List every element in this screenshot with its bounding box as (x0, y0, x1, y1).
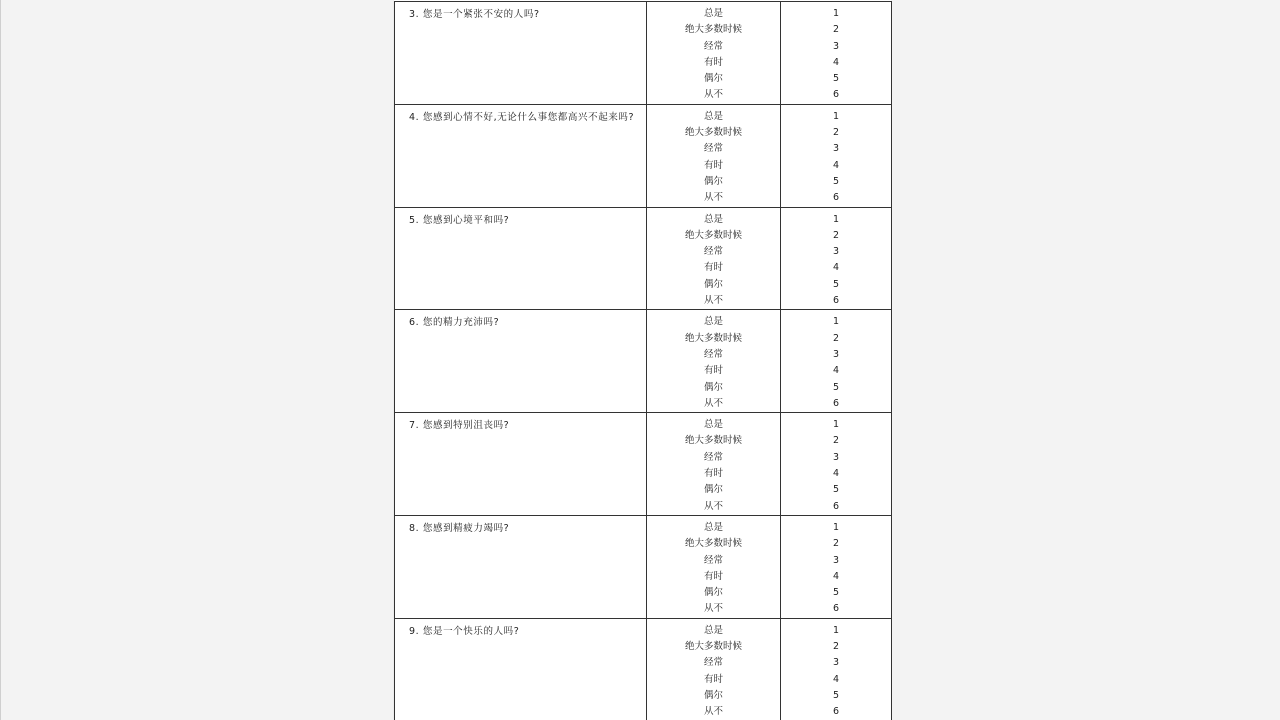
answer-code: 2 (832, 640, 840, 652)
answer-code: 3 (832, 246, 840, 258)
answer-option-label: 从不 (703, 603, 723, 615)
answer-option-label: 绝大多数时候 (684, 640, 742, 652)
answer-option-label: 偶尔 (703, 484, 723, 496)
answer-option-label: 从不 (703, 192, 723, 204)
answer-code: 6 (832, 295, 840, 307)
answer-codes-cell (781, 618, 892, 720)
answer-code-list (781, 516, 891, 618)
answer-code: 6 (832, 89, 840, 101)
answer-option-list (647, 208, 780, 310)
answer-code: 1 (832, 8, 840, 19)
answer-code: 5 (832, 175, 840, 187)
answer-option-label: 有时 (703, 56, 723, 68)
document-page (394, 0, 891, 720)
answer-code: 5 (832, 689, 840, 701)
question-text: 3. 您是一个紧张不安的人吗? (409, 9, 540, 20)
answer-option-label: 偶尔 (703, 73, 723, 85)
survey-table-body (395, 2, 892, 720)
answer-option-label: 经常 (703, 143, 723, 155)
answer-code-list (781, 208, 891, 310)
answer-code: 3 (832, 40, 840, 52)
answer-option-label: 总是 (703, 316, 723, 328)
answer-code: 6 (832, 706, 840, 718)
answer-option-label: 经常 (703, 451, 723, 463)
answer-option-list (647, 105, 780, 207)
answer-code: 4 (832, 56, 840, 68)
question-cell (395, 207, 647, 310)
answer-option-label: 有时 (703, 365, 723, 377)
question-row (395, 2, 892, 105)
answer-option-label: 总是 (703, 110, 723, 122)
answer-option-label: 偶尔 (703, 381, 723, 393)
answer-option-label: 从不 (703, 89, 723, 101)
question-text: 6. 您的精力充沛吗? (409, 317, 500, 329)
answer-code: 1 (832, 213, 840, 225)
answer-codes-cell (781, 310, 892, 413)
answer-option-list (647, 413, 780, 515)
answer-code: 5 (832, 587, 840, 599)
answer-code: 2 (832, 435, 840, 447)
answer-code: 4 (832, 365, 840, 377)
answer-codes-cell (781, 207, 892, 310)
answer-code: 4 (832, 468, 840, 480)
answer-code: 6 (832, 397, 840, 409)
answer-option-label: 绝大多数时候 (684, 538, 742, 550)
survey-table (394, 1, 892, 720)
question-cell (395, 2, 647, 105)
answer-option-label: 有时 (703, 570, 723, 582)
answer-option-label: 绝大多数时候 (684, 127, 742, 139)
answer-code: 4 (832, 159, 840, 171)
answer-option-label: 有时 (703, 159, 723, 171)
answer-option-label: 偶尔 (703, 278, 723, 290)
question-row (395, 104, 892, 207)
answer-options-cell (647, 207, 781, 310)
answer-option-list (647, 619, 780, 720)
answer-code: 1 (832, 316, 840, 328)
answer-code: 3 (832, 348, 840, 360)
answer-option-label: 从不 (703, 706, 723, 718)
answer-code: 2 (832, 332, 840, 344)
question-text: 9. 您是一个快乐的人吗? (409, 625, 520, 637)
answer-code: 2 (832, 538, 840, 550)
question-text: 4. 您感到心情不好,无论什么事您都高兴不起来吗? (409, 111, 635, 123)
answer-option-label: 绝大多数时候 (684, 435, 742, 447)
answer-code: 3 (832, 143, 840, 155)
answer-options-cell (647, 618, 781, 720)
answer-option-list (647, 310, 780, 412)
answer-option-label: 偶尔 (703, 587, 723, 599)
answer-option-label: 总是 (703, 521, 723, 533)
question-cell (395, 515, 647, 618)
answer-codes-cell (781, 2, 892, 105)
question-row (395, 413, 892, 516)
answer-code: 6 (832, 192, 840, 204)
answer-code: 4 (832, 262, 840, 274)
question-row (395, 310, 892, 413)
answer-option-label: 绝大多数时候 (684, 24, 742, 36)
answer-code: 6 (832, 500, 840, 512)
answer-code-list (781, 2, 891, 104)
answer-option-label: 绝大多数时候 (684, 229, 742, 241)
question-text: 8. 您感到精疲力竭吗? (409, 522, 510, 534)
answer-code: 2 (832, 127, 840, 139)
question-row (395, 515, 892, 618)
answer-option-label: 有时 (703, 262, 723, 274)
answer-option-label: 偶尔 (703, 689, 723, 701)
answer-code-list (781, 619, 891, 720)
answer-option-label: 有时 (703, 468, 723, 480)
answer-code: 5 (832, 278, 840, 290)
answer-option-label: 从不 (703, 397, 723, 409)
answer-option-list (647, 516, 780, 618)
answer-option-label: 总是 (703, 419, 723, 431)
answer-code: 1 (832, 521, 840, 533)
answer-option-label: 绝大多数时候 (684, 332, 742, 344)
question-row (395, 207, 892, 310)
answer-option-label: 从不 (703, 295, 723, 307)
answer-codes-cell (781, 413, 892, 516)
answer-option-label: 经常 (703, 348, 723, 360)
answer-code: 3 (832, 657, 840, 669)
answer-code-list (781, 310, 891, 412)
answer-code: 1 (832, 419, 840, 431)
answer-option-label: 有时 (703, 673, 723, 685)
answer-option-label: 经常 (703, 40, 723, 52)
answer-code-list (781, 413, 891, 515)
answer-options-cell (647, 104, 781, 207)
answer-option-label: 偶尔 (703, 175, 723, 187)
answer-code: 5 (832, 484, 840, 496)
answer-option-label: 总是 (703, 624, 723, 636)
question-row (395, 618, 892, 720)
answer-option-label: 总是 (703, 213, 723, 225)
answer-option-label: 经常 (703, 554, 723, 566)
answer-codes-cell (781, 104, 892, 207)
question-text: 5. 您感到心境平和吗? (409, 214, 510, 226)
answer-options-cell (647, 310, 781, 413)
answer-options-cell (647, 2, 781, 105)
answer-code: 5 (832, 381, 840, 393)
answer-code: 4 (832, 570, 840, 582)
answer-code: 4 (832, 673, 840, 685)
answer-code: 6 (832, 603, 840, 615)
question-cell (395, 310, 647, 413)
answer-code: 3 (832, 554, 840, 566)
answer-code-list (781, 105, 891, 207)
question-cell (395, 413, 647, 516)
answer-option-label: 从不 (703, 500, 723, 512)
answer-option-label: 经常 (703, 657, 723, 669)
answer-option-list (647, 2, 780, 104)
question-text: 7. 您感到特别沮丧吗? (409, 420, 510, 432)
answer-code: 1 (832, 624, 840, 636)
question-cell (395, 104, 647, 207)
question-cell (395, 618, 647, 720)
answer-code: 3 (832, 451, 840, 463)
answer-code: 2 (832, 229, 840, 241)
answer-option-label: 总是 (703, 8, 723, 19)
answer-options-cell (647, 515, 781, 618)
answer-options-cell (647, 413, 781, 516)
answer-option-label: 经常 (703, 246, 723, 258)
answer-code: 2 (832, 24, 840, 36)
answer-code: 5 (832, 73, 840, 85)
answer-code: 1 (832, 110, 840, 122)
answer-codes-cell (781, 515, 892, 618)
